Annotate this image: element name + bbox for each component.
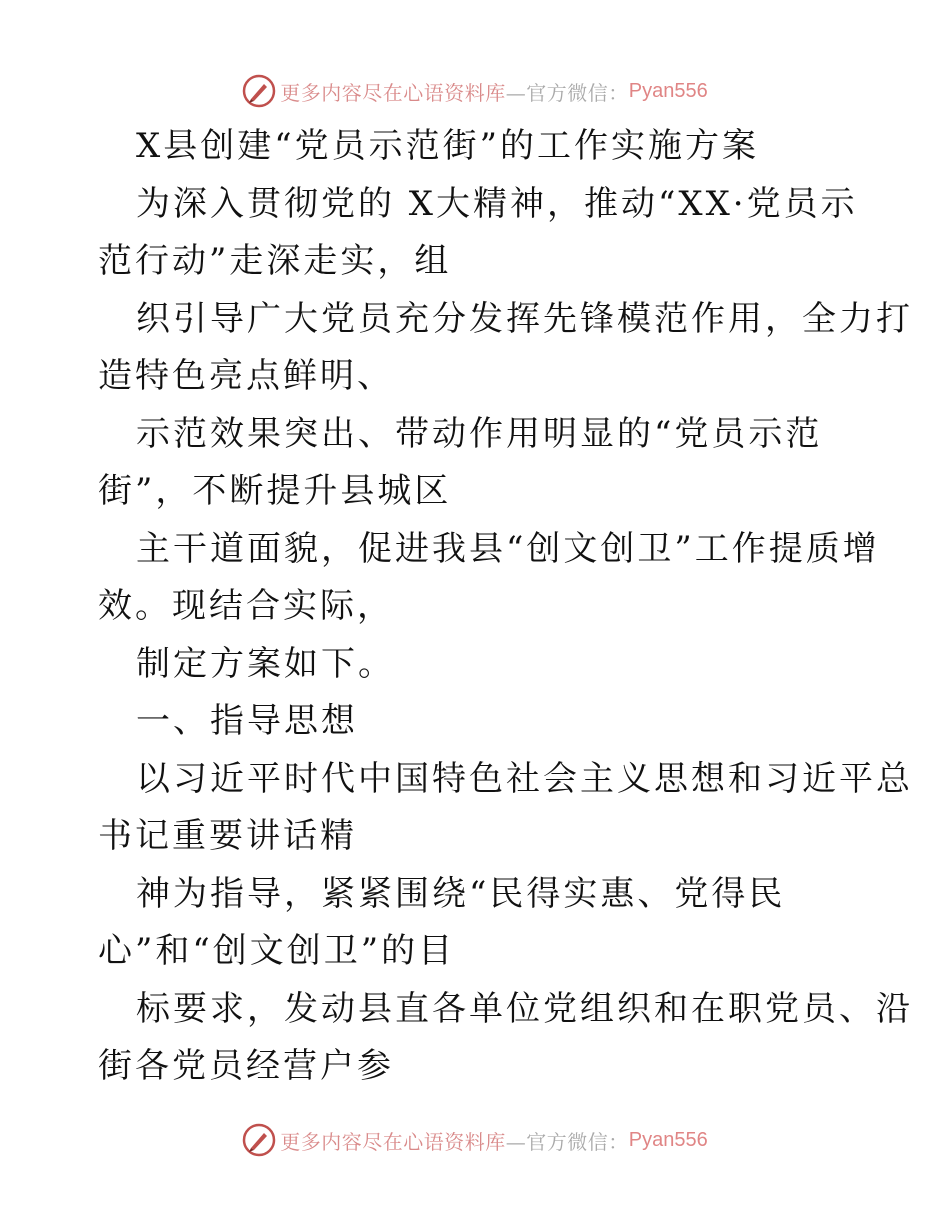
watermark-id-text: Pyan556 <box>628 1128 708 1151</box>
watermark-main-text: 更多内容尽在心语资料库 <box>280 80 506 105</box>
doc-line: 街”，不断提升县城区 <box>98 471 452 511</box>
doc-line: 心”和“创文创卫”的目 <box>98 931 456 971</box>
watermark-main-text: 更多内容尽在心语资料库 <box>280 1129 506 1154</box>
brush-pen-logo-icon <box>242 1123 276 1157</box>
doc-line: 为深入贯彻党的 X大精神，推动“XX·党员示 <box>136 183 858 224</box>
section-heading: 一、指导思想 <box>136 701 358 741</box>
doc-title: X县创建“党员示范街”的工作实施方案 <box>136 126 759 166</box>
doc-line: 书记重要讲话精 <box>98 816 357 856</box>
doc-line: 街各党员经营户参 <box>98 1046 394 1086</box>
footer-watermark <box>0 1120 950 1160</box>
doc-line: 神为指导，紧紧围绕“民得实惠、党得民 <box>136 873 786 914</box>
doc-line: 标要求，发动县直各单位党组织和在职党员、沿 <box>136 988 913 1029</box>
doc-line: 织引导广大党员充分发挥先锋模范作用，全力打 <box>136 298 913 339</box>
brush-pen-logo-icon <box>242 74 276 108</box>
doc-line: 范行动”走深走实，组 <box>98 241 452 281</box>
watermark-sub-text: —官方微信： <box>505 80 629 105</box>
doc-line: 以习近平时代中国特色社会主义思想和习近平总 <box>136 758 913 799</box>
watermark-id-text: Pyan556 <box>628 79 708 102</box>
doc-line: 主干道面貌，促进我县“创文创卫”工作提质增 <box>136 528 880 569</box>
header-watermark <box>0 71 950 111</box>
doc-line: 制定方案如下。 <box>136 643 395 684</box>
document-body <box>98 118 913 1096</box>
watermark-sub-text: —官方微信： <box>505 1129 629 1154</box>
doc-line: 造特色亮点鲜明、 <box>98 356 394 396</box>
doc-line: 示范效果突出、带动作用明显的“党员示范 <box>136 413 823 454</box>
doc-line: 效。现结合实际， <box>98 586 394 626</box>
